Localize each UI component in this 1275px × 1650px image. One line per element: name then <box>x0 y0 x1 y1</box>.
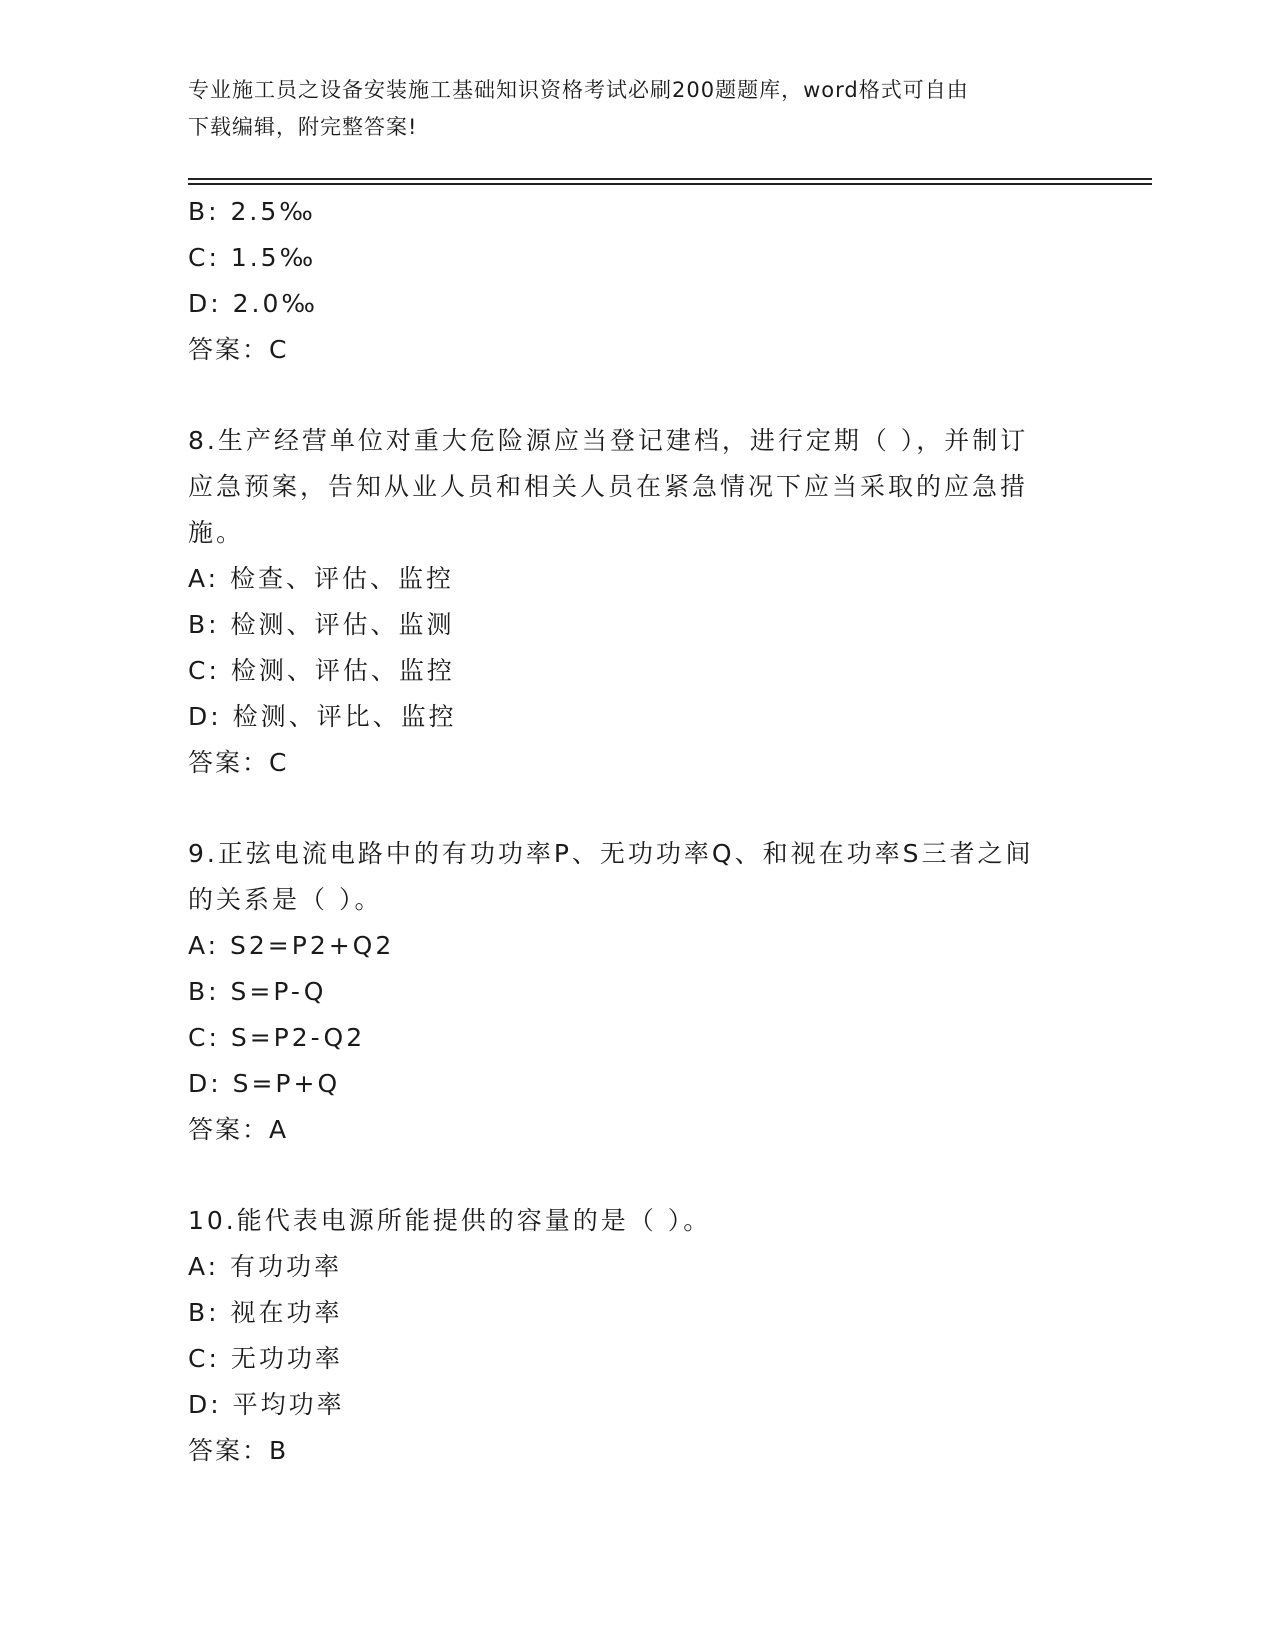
option-a: A: S2=P2+Q2 <box>188 931 395 960</box>
header-line-2: 下载编辑，附完整答案! <box>188 115 418 139</box>
option-d: D: 平均功率 <box>188 1390 345 1419</box>
option-c: C: 无功功率 <box>188 1344 343 1373</box>
header-divider-bottom <box>188 183 1152 185</box>
question-text-line: 8.生产经营单位对重大危险源应当登记建档，进行定期（ ），并制订 <box>188 426 1029 455</box>
answer-label: 答案：A <box>188 1115 289 1144</box>
option-b: B: 视在功率 <box>188 1298 343 1327</box>
option-c: C: 1.5‰ <box>188 243 317 272</box>
option-b: B: 检测、评估、监测 <box>188 610 455 639</box>
option-c: C: 检测、评估、监控 <box>188 656 455 685</box>
option-a: A: 有功功率 <box>188 1252 343 1281</box>
question-text-line: 10.能代表电源所能提供的容量的是（ ）。 <box>188 1206 712 1235</box>
spacer <box>188 1153 1088 1198</box>
option-a: A: 检查、评估、监控 <box>188 564 455 593</box>
question-text-line: 应急预案，告知从业人员和相关人员在紧急情况下应当采取的应急措 <box>188 472 1029 501</box>
question-9 <box>188 831 1088 1153</box>
header-line-1: 专业施工员之设备安装施工基础知识资格考试必刷200题题库，word格式可自由 <box>188 78 969 102</box>
spacer <box>188 373 1088 418</box>
option-b: B: S=P-Q <box>188 977 327 1006</box>
question-10 <box>188 1198 1088 1474</box>
question-8 <box>188 418 1088 786</box>
answer-label: 答案：C <box>188 335 289 364</box>
option-d: D: S=P+Q <box>188 1069 341 1098</box>
option-b: B: 2.5‰ <box>188 197 316 226</box>
question-text-line: 施。 <box>188 518 245 547</box>
header-divider-top <box>188 178 1152 180</box>
answer-label: 答案：B <box>188 1436 289 1465</box>
question-7-tail <box>188 189 1088 373</box>
option-d: D: 检测、评比、监控 <box>188 702 457 731</box>
option-d: D: 2.0‰ <box>188 289 318 318</box>
option-c: C: S=P2-Q2 <box>188 1023 366 1052</box>
question-text-line: 的关系是（ ）。 <box>188 885 383 914</box>
document-header <box>188 72 1068 146</box>
spacer <box>188 786 1088 831</box>
document-body <box>188 189 1088 1474</box>
question-text-line: 9.正弦电流电路中的有功功率P、无功功率Q、和视在功率S三者之间 <box>188 839 1034 868</box>
answer-label: 答案：C <box>188 748 289 777</box>
